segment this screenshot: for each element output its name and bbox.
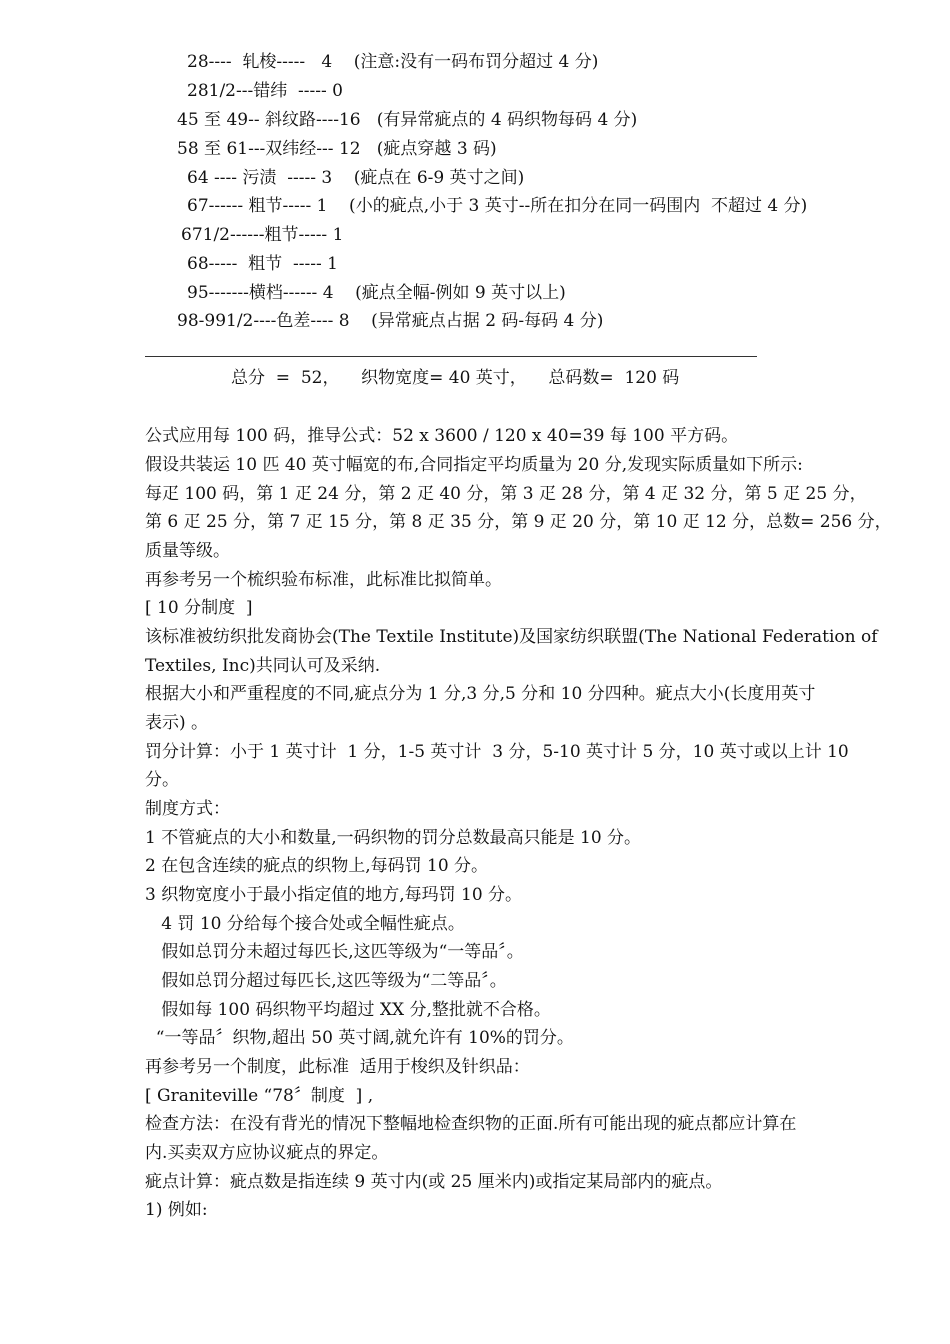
defect-line: 68----- 粗节 ----- 1 (187, 254, 338, 274)
defect-line: 98-991/2----色差---- 8 (异常疵点占据 2 码-每码 4 分) (177, 311, 604, 331)
defect-line: 58 至 61---双纬经--- 12 (疵点穿越 3 码) (177, 139, 497, 159)
body-line: 第 6 疋 25 分，第 7 疋 15 分，第 8 疋 35 分，第 9 疋 20 分，第 10 疋 12 分，总数= 256 分， (145, 512, 892, 532)
body-line: 1) 例如: (145, 1200, 208, 1220)
body-line: 制度方式： (145, 799, 230, 819)
defect-line: 67------ 粗节----- 1 (小的疵点,小于 3 英寸--所在扣分在同一码围内 不超过 4 分) (187, 196, 808, 216)
body-line: 质量等级。 (145, 541, 230, 561)
body-line: 3 织物宽度小于最小指定值的地方,每玛罚 10 分。 (145, 885, 523, 905)
body-line: 每疋 100 码，第 1 疋 24 分，第 2 疋 40 分，第 3 疋 28 分，第 4 疋 32 分，第 5 疋 25 分， (145, 484, 867, 504)
body-line: 表示) 。 (145, 713, 209, 733)
defect-line: 28---- 轧梭----- 4 (注意:没有一码布罚分超过 4 分) (187, 52, 599, 72)
body-line: 假设共装运 10 匹 40 英寸幅宽的布,合同指定平均质量为 20 分,发现实际质量如下所示: (145, 455, 803, 475)
body-line: 再参考另一个制度，此标准 适用于梭织及针织品： (145, 1057, 530, 1077)
body-line: “一等品〞织物,超出 50 英寸阔,就允许有 10%的罚分。 (145, 1028, 574, 1048)
defect-line: 671/2------粗节----- 1 (181, 225, 344, 245)
body-line: 假如每 100 码织物平均超过 XX 分,整批就不合格。 (145, 1000, 551, 1020)
body-line: 罚分计算：小于 1 英寸计 1 分，1-5 英寸计 3 分，5-10 英寸计 5 分，10 英寸或以上计 10 (145, 742, 849, 762)
body-line: 假如总罚分未超过每匹长,这匹等级为“一等品〞。 (145, 942, 524, 962)
summary-divider (145, 356, 757, 357)
body-line: 内.买卖双方应协议疵点的界定。 (145, 1143, 389, 1163)
body-line: 假如总罚分超过每匹长,这匹等级为“二等品〞。 (145, 971, 507, 991)
body-line: [ Graniteville “78〞制度 ] , (145, 1086, 374, 1106)
summary-line: 总分 = 52， 织物宽度= 40 英寸， 总码数= 120 码 (231, 368, 680, 388)
body-line: 根据大小和严重程度的不同,疵点分为 1 分,3 分,5 分和 10 分四种。疵点大小(长度用英寸 (145, 684, 816, 704)
body-line: [ 10 分制度 ] (145, 598, 253, 618)
body-line: 1 不管疵点的大小和数量,一码织物的罚分总数最高只能是 10 分。 (145, 828, 642, 848)
defect-line: 64 ---- 污渍 ----- 3 (疵点在 6-9 英寸之间) (187, 168, 525, 188)
defect-line: 281/2---错纬 ----- 0 (187, 81, 343, 101)
body-line: 该标准被纺织批发商协会(The Textile Institute)及国家纺织联盟(The National Federation of (145, 627, 878, 647)
body-line: 4 罚 10 分给每个接合处或全幅性疵点。 (145, 914, 465, 934)
body-line: 疵点计算：疵点数是指连续 9 英寸内(或 25 厘米内)或指定某局部内的疵点。 (145, 1172, 723, 1192)
defect-line: 95-------横档------ 4 (疵点全幅-例如 9 英寸以上) (187, 283, 566, 303)
body-line: 再参考另一个梳织验布标准，此标准比拟简单。 (145, 570, 502, 590)
body-line: 检查方法：在没有背光的情况下整幅地检查织物的正面.所有可能出现的疵点都应计算在 (145, 1114, 797, 1134)
body-line: 公式应用每 100 码，推导公式：52 x 3600 / 120 x 40=39 每 100 平方码。 (145, 426, 739, 446)
body-line: 分。 (145, 770, 179, 790)
body-line: Textiles, Inc)共同认可及采纳. (145, 656, 381, 676)
body-line: 2 在包含连续的疵点的织物上,每码罚 10 分。 (145, 856, 489, 876)
defect-line: 45 至 49-- 斜纹路----16 (有异常疵点的 4 码织物每码 4 分) (177, 110, 638, 130)
